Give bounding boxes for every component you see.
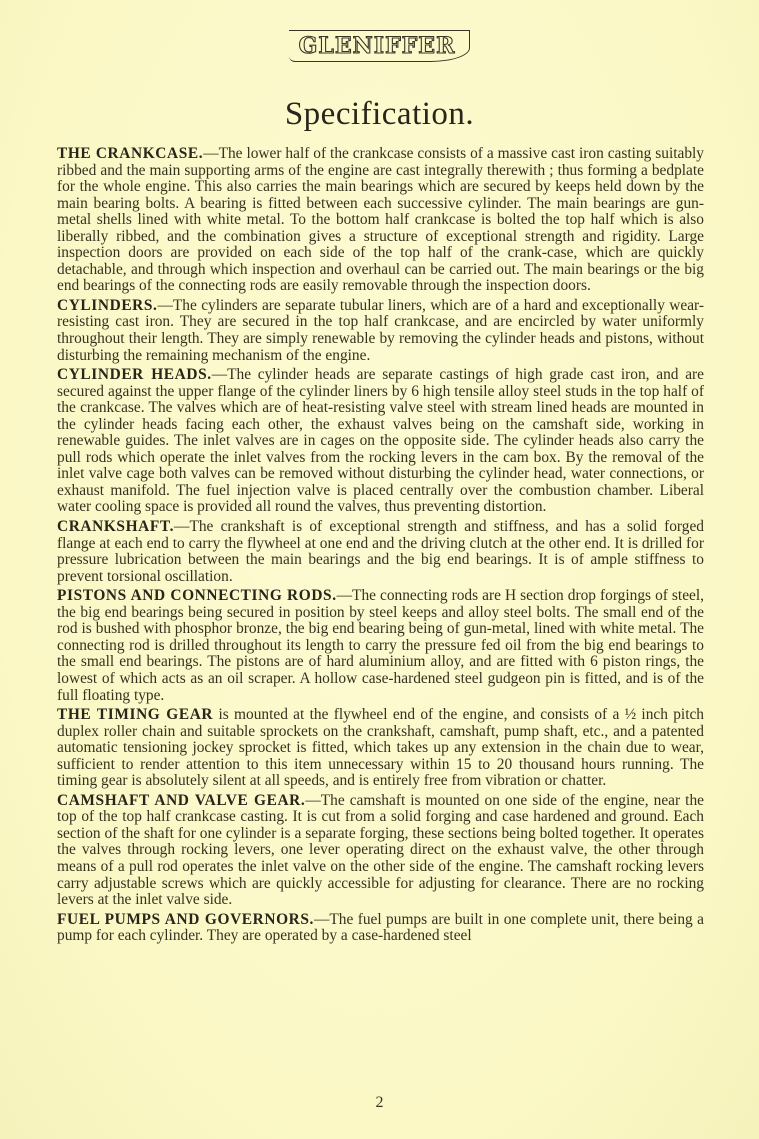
logo-wordmark: GLENIFFER: [289, 30, 471, 62]
section-cylinder-heads: [57, 367, 704, 516]
section-fuel-pumps-governors: [57, 912, 704, 945]
section-cylinders: [57, 298, 704, 364]
section-heading: FUEL PUMPS AND GOVERNORS.: [57, 910, 314, 928]
section-heading: CRANKSHAFT.: [57, 518, 175, 536]
section-text: —The cylinder heads are separate castings of high grade cast iron, and are secured against the upper flange of the cylinder liners by 6 high tensile alloy steel studs in the top half of the crankcase. The valves which are of heat-resisting valve steel with stream lined heads are mounted in the cylinder heads facing each other, the exhaust valves being on the camshaft side, working in renewable guides. The inlet valves are in cages on the opposite side. The cylinder heads also carry the pull rods which operate the inlet valves from the rocking levers in the cam box. By the removal of the inlet valve cage both valves can be removed without disturbing the cylinder head, water connections, or exhaust manifold. The fuel injection valve is placed centrally over the combustion chamber. Liberal water cooling space is provided all round the valves, thus preventing distortion.: [57, 366, 704, 516]
page-title: Specification.: [284, 96, 475, 132]
section-text: —The crankshaft is of exceptional strength and stiffness, and has a solid forged flange at each end to carry the flywheel at one end and the driving clutch at the other end. It is drilled for pressure lubrication between the main bearings and the big end bearings. It is of ample stiffness to prevent torsional oscillation.: [57, 518, 704, 585]
section-heading: THE CRANKCASE.: [57, 145, 204, 162]
section-text: —The lower half of the crankcase consists of a massive cast iron casting suitably ribbed and the main supporting arms of the engine are cast integrally therewith ; thus forming a bedplate for the whole engine. This also carries the main bearings which are secured by keeps held down by the main bearing bolts. A bearing is fitted between each successive cylinder. The main bearings are gun-metal shells lined with white metal. To the bottom half crankcase is bolted the top half which is also liberally ribbed, and the combination gives a structure of exceptional strength and rigidity. Large inspection doors are provided on each side of the top half of the crank-case, which are quickly detachable, and through which inspection and overhaul can be carried out. The main bearings or the big end bearings of the connecting rods are easily removable through the inspection doors.: [57, 145, 704, 295]
section-camshaft-valve-gear: [57, 793, 704, 909]
section-text: —The fuel pumps are built in one complete unit, there being a pump for each cylinder. They are operated by a case-hardened steel: [57, 910, 704, 945]
section-text: —The camshaft is mounted on one side of the engine, near the top of the top half crankcase casting. It is cut from a solid forging and case hardened and ground. Each section of the shaft for one cylinder is a separate forging, these sections being bolted together. It operates the valves through rocking levers, one lever operating direct on the exhaust valve, the other through means of a pull rod operates the inlet valve on the other side of the engine. The camshaft rocking levers carry adjustable screws which are quickly accessible for adjusting for clearance. There are no rocking levers at the inlet valve side.: [57, 791, 704, 909]
section-timing-gear: [57, 707, 704, 790]
section-text: —The connecting rods are H section drop forgings of steel, the big end bearings being secured in position by steel keeps and alloy steel bolts. The small end of the rod is bushed with phosphor bronze, the big end bearing being of gun-metal, lined with white metal. The connecting rod is drilled throughout its length to carry the pressure fed oil from the big end bearings to the small end bearings. The pistons are of hard aluminium alloy, and are fitted with 6 piston rings, the lowest of which acts as an oil scraper. A hollow case-hardened steel gudgeon pin is fitted, and is of the full floating type.: [57, 587, 704, 704]
page-number: 2: [375, 1094, 384, 1111]
section-heading: CYLINDER HEADS.: [57, 366, 212, 384]
brand-logo: [0, 30, 759, 62]
section-pistons-connecting-rods: [57, 588, 704, 704]
section-heading: THE TIMING GEAR: [57, 706, 214, 724]
section-crankshaft: [57, 519, 704, 585]
section-heading: CAMSHAFT AND VALVE GEAR.: [57, 791, 306, 809]
section-text: is mounted at the flywheel end of the engine, and consists of a ½ inch pitch duplex roller chain and suitable sprockets on the crankshaft, camshaft, pump shaft, etc., and a patented automatic tensioning jockey sprocket is fitted, which takes up any extension in the chain due to wear, sufficient to render attention to this item unnecessary within 15 to 20 thousand hours running. The timing gear is absolutely silent at all speeds, and is entirely free from vibration or chatter.: [57, 706, 704, 790]
section-text: —The cylinders are separate tubular liners, which are of a hard and exceptionally wear-resisting cast iron. They are secured in the top half crankcase, and are encircled by water uniformly throughout their length. They are simply renewable by removing the cylinder heads and pistons, without disturbing the remaining mechanism of the engine.: [57, 296, 704, 364]
section-heading: CYLINDERS.: [57, 296, 158, 314]
specification-body: [57, 146, 704, 948]
section-crankcase: [57, 146, 704, 295]
section-heading: PISTONS AND CONNECTING RODS.: [57, 587, 337, 605]
